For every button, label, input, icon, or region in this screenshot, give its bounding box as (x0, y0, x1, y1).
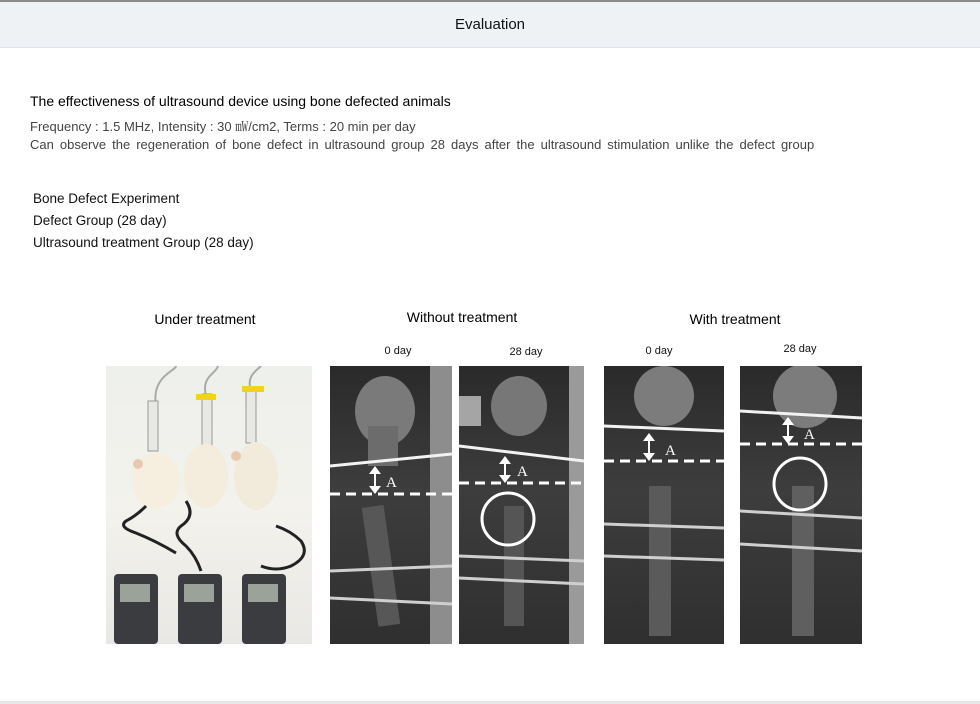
intro-params: Frequency : 1.5 MHz, Intensity : 30 ㎽/cm2, Terms : 20 min per day (30, 119, 416, 134)
marker-a: A (386, 475, 397, 491)
label-with-treatment: With treatment (689, 311, 781, 327)
page-title: Evaluation (454, 16, 526, 33)
marker-a: A (804, 427, 815, 443)
intro-heading: The effectiveness of ultrasound device using bone defected animals (30, 93, 451, 109)
xray-without-0day (330, 366, 452, 644)
label-under-treatment: Under treatment (154, 311, 256, 327)
label-with-28day: 28 day (783, 343, 817, 355)
header-bar (0, 2, 980, 48)
label-without-28day: 28 day (509, 346, 543, 358)
experiment-group-defect: Defect Group (28 day) (33, 213, 167, 228)
xray-with-28day (740, 366, 862, 644)
label-without-0day: 0 day (384, 345, 412, 357)
rat-device-photo (106, 366, 312, 644)
label-without-treatment: Without treatment (406, 309, 518, 325)
xray-without-28day (459, 366, 584, 644)
experiment-group-ultrasound: Ultrasound treatment Group (28 day) (33, 235, 254, 250)
xray-with-0day (604, 366, 724, 644)
label-with-0day: 0 day (645, 345, 673, 357)
marker-a: A (517, 464, 528, 480)
marker-a: A (665, 443, 676, 459)
experiment-title: Bone Defect Experiment (33, 191, 180, 206)
intro-observation: Can observe the regeneration of bone defect in ultrasound group 28 days after the ultrasound stimulation unlike the defect group (30, 137, 815, 152)
